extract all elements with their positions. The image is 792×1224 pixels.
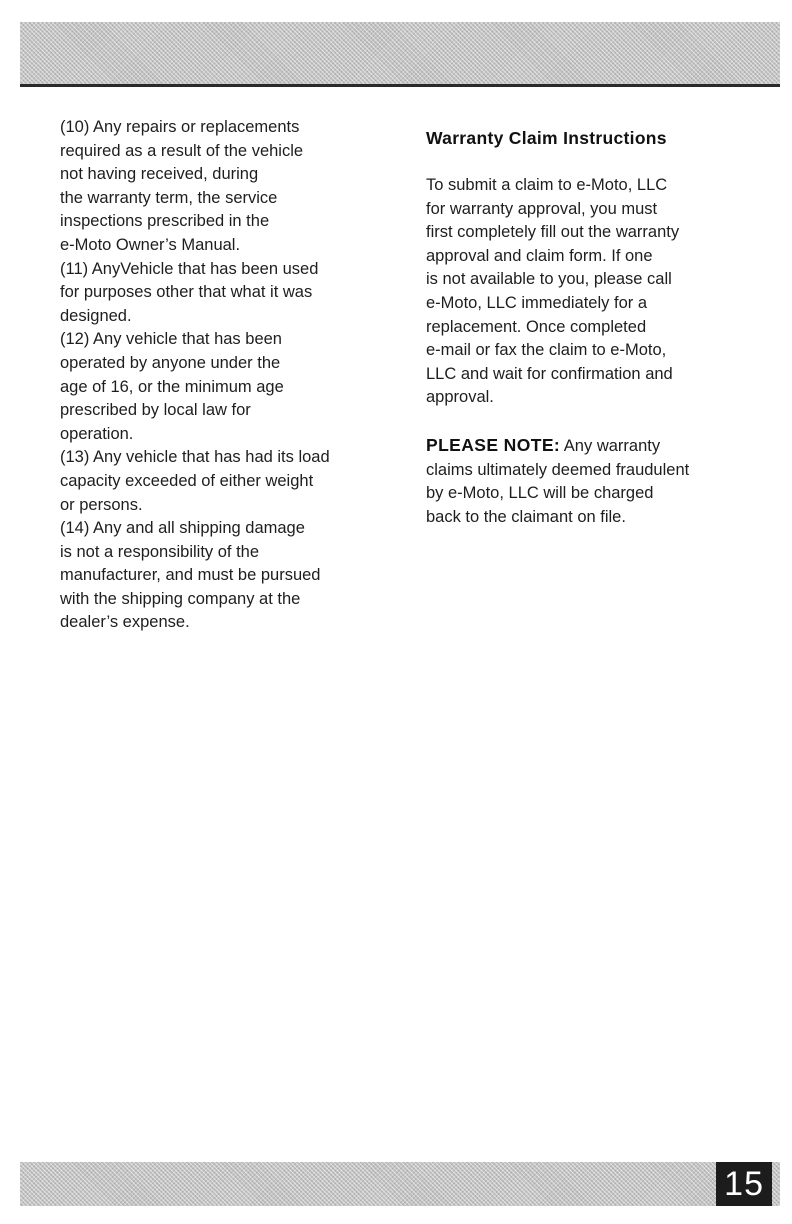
note-line: claims ultimately deemed fraudulent [426,460,690,479]
section-heading: Warranty Claim Instructions [426,128,667,148]
exclusion-line: is not a responsibility of the [60,542,260,561]
exclusion-line: for purposes other that what it was [60,283,313,302]
instructions-line: To submit a claim to e-Moto, LLC [426,176,668,194]
exclusion-line: (14) Any and all shipping damage [60,519,305,538]
page-number: 15 [716,1162,772,1206]
note-line: back to the claimant on file. [426,507,626,526]
exclusion-line: manufacturer, and must be pursued [60,566,321,585]
claim-instructions-column [426,126,746,553]
exclusion-line: (13) Any vehicle that has had its load [60,448,330,467]
exclusion-line: dealer’s expense. [60,613,190,632]
exclusion-line: (10) Any repairs or replacements [60,118,300,136]
exclusion-line: e-Moto Owner’s Manual. [60,235,241,254]
exclusion-line: or persons. [60,495,143,514]
exclusion-line: required as a result of the vehicle [60,141,304,160]
note-paragraph [426,434,746,529]
instructions-line: e-Moto, LLC immediately for a [426,293,648,312]
instructions-line: approval. [426,388,494,407]
exclusion-line: with the shipping company at the [60,589,301,608]
exclusion-line: (11) AnyVehicle that has been used [60,259,319,278]
exclusion-line: (12) Any vehicle that has been [60,330,282,349]
note-label: PLEASE NOTE: [426,434,561,455]
exclusion-line: the warranty term, the service [60,188,278,207]
instructions-line: replacement. Once completed [426,317,647,336]
exclusion-line: designed. [60,306,132,325]
instructions-line: LLC and wait for confirmation and [426,364,673,383]
instructions-line: e-mail or fax the claim to e-Moto, [426,341,667,360]
header-band [20,22,780,87]
exclusion-line: not having received, during [60,165,259,184]
note-first-line [426,434,746,459]
instructions-line: is not available to you, please call [426,270,672,289]
exclusion-line: inspections prescribed in the [60,212,270,231]
exclusions-column [60,116,380,635]
footer-band [20,1162,780,1206]
instructions-paragraph [426,174,746,410]
instructions-line: first completely fill out the warranty [426,223,680,242]
exclusion-line: prescribed by local law for [60,401,251,420]
instructions-line: for warranty approval, you must [426,199,658,218]
note-line: by e-Moto, LLC will be charged [426,484,654,503]
exclusion-line: age of 16, or the minimum age [60,377,284,396]
instructions-line: approval and claim form. If one [426,246,653,265]
exclusion-line: operated by anyone under the [60,353,281,372]
exclusion-line: operation. [60,424,134,443]
exclusion-line: capacity exceeded of either weight [60,471,314,490]
note-first-text: Any warranty [560,436,661,455]
